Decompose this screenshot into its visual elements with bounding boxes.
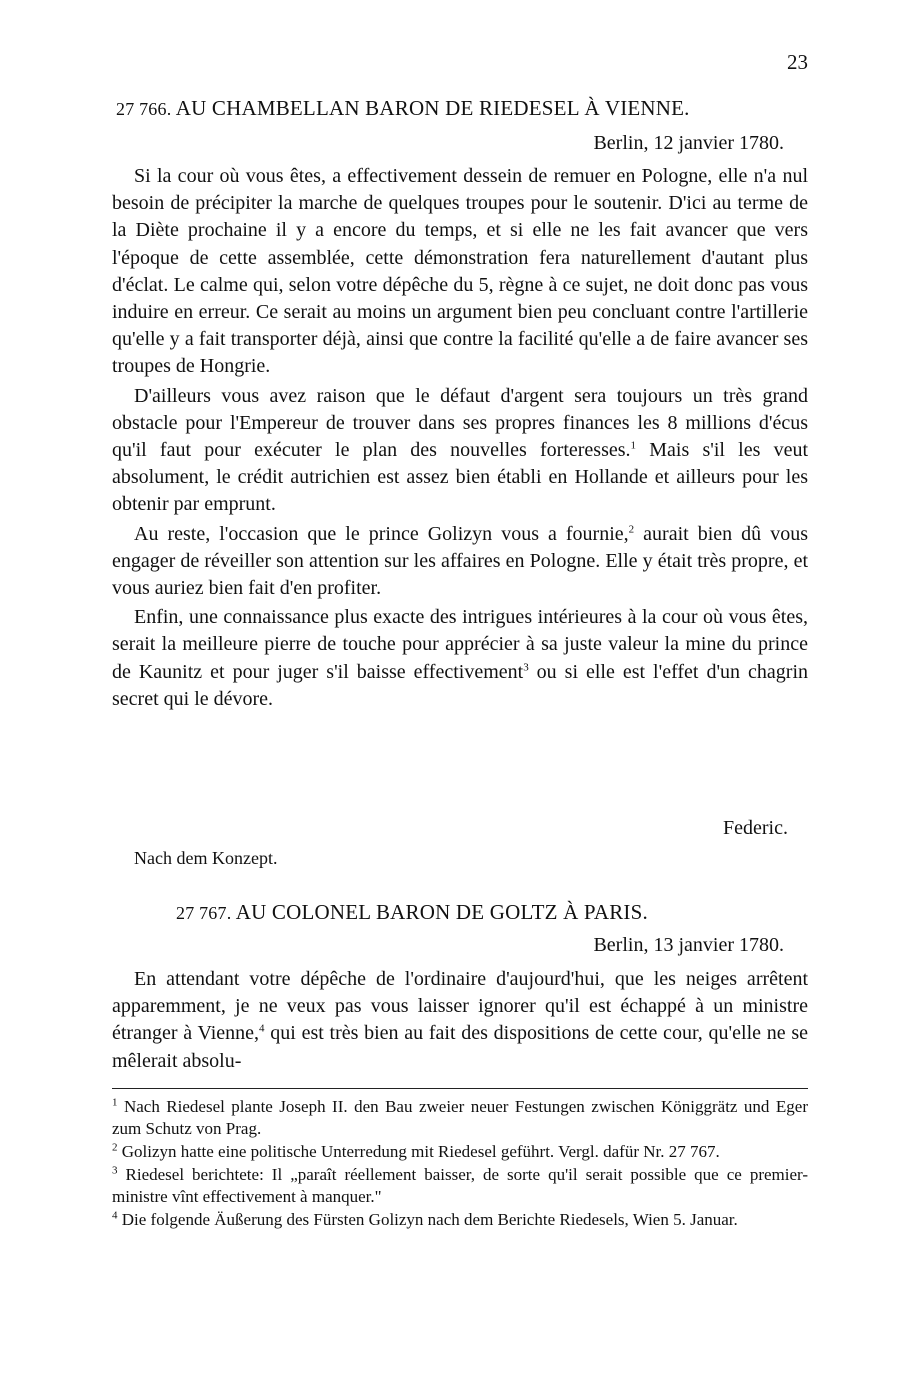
footnote-mark: 3 [112,1164,118,1177]
paragraph-text: Si la cour où vous êtes, a effectivement dessein de remuer en Pologne, elle n'a nul besoin de précipiter la marche de quelques troupes pour le soutenir. D'ici au terme de la Diète prochaine il y a encore du temps, et si elle ne les fait avancer que vers l'époque de cette assemblée, cette démonstration fera naturellement d'autant plus d'éclat. Le calme qui, selon votre dépêche du 5, règne à ce sujet, ne doit donc pas vous induire en erreur. Ce serait au moins un argument bien peu concluant contre l'artillerie qu'elle y a fait transporter déjà, ainsi que contre la facilité qu'elle a de faire avancer ses troupes de Hongrie. [112,165,808,378]
letter-body [112,163,808,715]
footnote-divider [112,1088,808,1089]
letter-title: AU CHAMBELLAN BARON DE RIEDESEL À VIENNE. [175,96,690,120]
footnote [112,1096,808,1140]
footnote-mark: 2 [112,1141,118,1154]
letter-number: 27 767. [176,903,232,923]
letter-heading [116,96,690,121]
paragraph-text: ou si elle est l'effet d'un chagrin secret qui le dévore. [112,660,808,710]
dateline: Berlin, 13 janvier 1780. [593,934,784,956]
paragraph [112,604,808,713]
footnote-mark: 4 [112,1209,118,1222]
letter-heading [176,900,648,925]
dateline: Berlin, 12 janvier 1780. [593,132,784,154]
paragraph-text: Enfin, une connaissance plus exacte des intrigues intérieures à la cour où vous êtes, serait la meilleure pierre de touche pour apprécier à sa juste valeur la mine du prince de Kaunitz et pour juger s'il baisse effectivement [112,606,808,683]
signature: Federic. [723,817,788,839]
source-note: Nach dem Konzept. [134,848,278,868]
paragraph-text: Mais s'il les veut absolument, le crédit autrichien est assez bien établi en Hollande et ailleurs pour les obtenir par emprunt. [112,439,808,516]
letter-number: 27 766. [116,99,172,119]
paragraph [112,163,808,381]
footnote [112,1141,808,1163]
footnote-text: Die folgende Äußerung des Fürsten Golizyn nach dem Berichte Riedesels, Wien 5. Januar. [121,1210,738,1229]
paragraph [112,521,808,603]
page-number: 23 [787,50,808,74]
footnote-ref: 4 [259,1022,265,1035]
footnote-text: Riedesel berichtete: Il „paraît réellement baisser, de sorte qu'il serait possible que ce premier-ministre vînt effectivement à manquer." [112,1165,808,1206]
footnotes [112,1096,808,1232]
paragraph-text: aurait bien dû vous engager de réveiller son attention sur les affaires en Pologne. Elle y était très propre, et vous auriez bien fait d'en profiter. [112,522,808,600]
footnote-ref: 2 [628,522,635,535]
letter-body [112,966,808,1077]
paragraph-text: qui est très bien au fait des dispositions de cette cour, qu'elle ne se mêlerait absolu- [112,1022,808,1072]
footnote-text: Nach Riedesel plante Joseph II. den Bau zweier neuer Festungen zwischen Königgrätz und Eger zum Schutz von Prag. [112,1097,808,1138]
footnote-text: Golizyn hatte eine politische Unterredung mit Riedesel geführt. Vergl. dafür Nr. 27 767. [121,1142,720,1161]
paragraph [112,966,808,1075]
paragraph-text: D'ailleurs vous avez raison que le défaut d'argent sera toujours un très grand obstacle pour l'Empereur de trouver dans ses propres finances les 8 millions d'écus qu'il faut pour exécuter le plan des nouvelles forteresses. [112,384,808,462]
letter-title: AU COLONEL BARON DE GOLTZ À PARIS. [235,900,648,924]
footnote [112,1209,808,1231]
paragraph [112,383,808,519]
footnote [112,1164,808,1208]
footnote-ref: 1 [630,439,637,452]
footnote-ref: 3 [523,661,529,673]
footnote-mark: 1 [112,1096,118,1109]
paragraph-text: Au reste, l'occasion que le prince Golizyn vous a fournie, [134,522,629,545]
paragraph-text: En attendant votre dépêche de l'ordinaire d'aujourd'hui, que les neiges arrêtent apparemment, je ne veux pas vous laisser ignorer qu'il est échappé à un ministre étranger à Vienne, [112,968,808,1045]
